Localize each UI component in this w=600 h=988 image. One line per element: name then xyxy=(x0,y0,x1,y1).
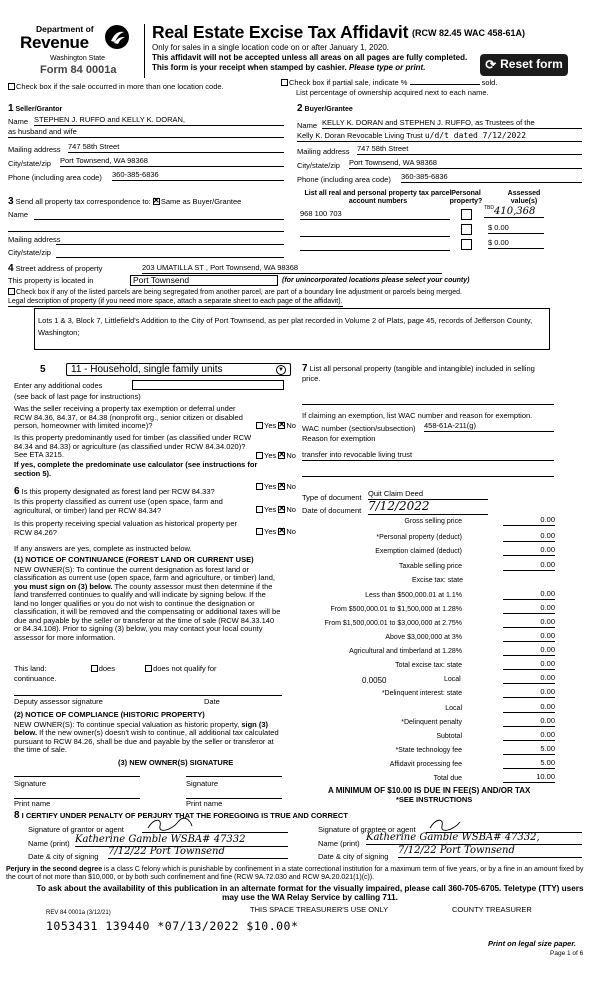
bracket-3-label: From $1,500,000.01 to $3,000,000 at 2.75% xyxy=(324,620,462,627)
s6-q2-answer[interactable]: Yes ✕ No xyxy=(256,506,296,515)
section-1-heading: 1 Seller/Grantor xyxy=(8,103,63,114)
s6-q2-yes[interactable] xyxy=(256,506,263,513)
doc-type[interactable]: Quit Claim Deed xyxy=(368,490,488,500)
parcel-number-2[interactable] xyxy=(300,236,450,237)
form-title: Real Estate Excise Tax Affidavit xyxy=(152,22,409,42)
taxable-selling-label: Taxable selling price xyxy=(398,563,462,570)
bracket-1-label: Less than $500,000.01 at 1.1% xyxy=(365,592,462,599)
multi-location-checkbox[interactable] xyxy=(8,83,15,90)
s5-q2-no[interactable] xyxy=(278,452,285,459)
see-back-note: (see back of last page for instructions) xyxy=(14,392,141,401)
s5-q1-yes[interactable] xyxy=(256,422,263,429)
same-as-buyer-checkbox[interactable] xyxy=(153,198,160,205)
s6-if-any: If any answers are yes, complete as instructed below. xyxy=(14,544,192,553)
multi-location-checkbox-row[interactable]: Check box if the sale occurred in more than one location code. xyxy=(8,83,224,92)
processing-fee-value[interactable]: 5.00 xyxy=(503,759,555,769)
buyer-mailing[interactable]: 747 58th Street xyxy=(357,145,582,155)
bracket-5-label: Agricultural and timberland at 1.28% xyxy=(349,648,462,655)
parcel-number-3[interactable] xyxy=(300,250,450,251)
seller-mailing[interactable]: 747 58th Street xyxy=(68,143,284,153)
subtotal-value[interactable]: 0.00 xyxy=(503,731,555,741)
notice-compliance-text: NEW OWNER(S): To continue special valuation as historic property, sign (3) below. If the new owner(s) doesn't wish to continue, all additional tax calculated pursuant to RCW 84.26, shall be due and payable by the seller or transferor at the time of sale. xyxy=(14,720,279,755)
doc-type-label: Type of document xyxy=(302,493,362,502)
s5-q2: Is this property predominantly used for timber (as classified under RCW 84.34 and 84.33) or agriculture (as classified under RCW 84.34.020)? See ETA 3215. xyxy=(14,433,252,460)
grantor-sig-label: Signature of grantor or agent xyxy=(28,825,124,834)
notice-continuance-text: NEW OWNER(S): To continue the current designation as forest land or classification as current use (open space, farm and agriculture, or timber) land, you must sign on (3) below. The county assessor must then determine if the land transferred continues to qualify and will indicate by signing below. If the land no longer qualifies or you do not wish to continue the designation or classification, it will be removed and the compensating or additional taxes will be due and payable by the seller or transferor at the time of sale (RCW 84.33.140 or 84.34.108). Prior to signing (3) below, you may contact your local county assessor for more information. xyxy=(14,565,281,642)
owner-print-1-label: Print name xyxy=(14,799,51,808)
section-3-heading: 3 Send all property tax correspondence to: ✕ Same as Buyer/Grantee xyxy=(8,196,241,208)
taxable-selling-value[interactable]: 0.00 xyxy=(503,561,555,571)
personal-deduct-value[interactable]: 0.00 xyxy=(503,532,555,542)
new-owner-sig-title: (3) NEW OWNER(S) SIGNATURE xyxy=(118,758,234,767)
subtitle-3: This form is your receipt when stamped by cashier. Please type or print. xyxy=(152,63,426,72)
doc-date[interactable]: 7/12/2022 xyxy=(368,500,488,515)
form-number: Form 84 0001a xyxy=(40,64,117,76)
owner-signature-2[interactable] xyxy=(186,776,282,777)
s5-q2b: If yes, complete the predominate use calculator (see instructions for section 5). xyxy=(14,460,258,478)
s6-q3: Is this property receiving special valuation as historical property per RCW 84.26? xyxy=(14,519,238,537)
legal-description-label: Legal description of property (if you need more space, attach a separate sheet to each page of the affidavit). xyxy=(8,298,343,307)
buyer-phone[interactable]: 360-385-6836 xyxy=(401,173,582,183)
personal-property-checkbox-1[interactable] xyxy=(461,209,472,220)
revenue-logo-icon xyxy=(104,24,130,50)
total-due-label: Total due xyxy=(433,775,462,782)
delinq-interest-state-label: *Delinquent interest: state xyxy=(381,690,462,697)
buyer-name-label: Name xyxy=(297,121,318,130)
continuance-word: continuance. xyxy=(14,674,57,683)
legal-paper-note: Print on legal size paper. xyxy=(488,939,576,948)
personal-property-checkbox-3[interactable] xyxy=(461,239,472,250)
section-4-street-row: 4 Street address of property xyxy=(8,263,103,274)
subtitle-1: Only for sales in a single location code on or after January 1, 2020. xyxy=(152,43,390,52)
rev-number: REV 84 0001a (3/12/21) xyxy=(46,910,111,916)
seller-name-line1[interactable]: STEPHEN J. RUFFO and KELLY K. DORAN, xyxy=(34,116,284,126)
grantor-date-city[interactable]: 7/12/22 Port Townsend xyxy=(108,846,288,859)
see-instructions: *SEE INSTRUCTIONS xyxy=(396,795,473,804)
tech-fee-value[interactable]: 5.00 xyxy=(503,745,555,755)
wac-label: WAC number (section/subsection) xyxy=(302,424,416,433)
seller-name-label: Name xyxy=(8,117,29,126)
accessibility-notice: To ask about the availability of this publication in an alternate format for the visually impaired, please call 360-705-6705. Teletype (TTY) users may use the WA Relay Service by calling 711. xyxy=(36,884,584,903)
bracket-4-value[interactable]: 0.00 xyxy=(503,632,555,642)
s3-name-field[interactable] xyxy=(34,219,284,220)
reset-form-button[interactable] xyxy=(480,54,568,76)
local-rate: 0.0050 xyxy=(362,676,387,685)
s6-q2: Is this property classified as current use (open space, farm and agricultural, or timber) land per RCW 84.34? xyxy=(14,497,223,515)
s6-q1-no[interactable] xyxy=(278,483,285,490)
minimum-due-notice: A MINIMUM OF $10.00 IS DUE IN FEE(S) AND/OR TAX xyxy=(328,786,531,795)
land-does-checkbox[interactable] xyxy=(91,665,98,672)
grantor-signature[interactable] xyxy=(142,816,288,833)
buyer-mailing-label: Mailing address xyxy=(297,147,350,156)
treasurer-use: THIS SPACE TREASURER'S USE ONLY xyxy=(250,905,389,914)
assessed-value-3[interactable]: $ 0.00 xyxy=(488,239,544,249)
personal-property-checkbox-2[interactable] xyxy=(461,224,472,235)
buyer-name-line1[interactable]: KELLY K. DORAN and STEPHEN J. RUFFO, as Trustees of the xyxy=(322,119,582,129)
processing-fee-label: Affidavit processing fee xyxy=(389,761,462,768)
buyer-phone-label: Phone (including area code) xyxy=(297,175,391,184)
s6-q3-yes[interactable] xyxy=(256,528,263,535)
grantee-signature-scribble xyxy=(426,816,576,832)
delinq-interest-local-value[interactable]: 0.00 xyxy=(503,703,555,713)
reset-icon: ⟳ xyxy=(485,56,497,72)
personal-property-list-line[interactable] xyxy=(302,404,554,405)
parcel-number-1[interactable]: 968 100 703 xyxy=(300,210,450,220)
cashier-stamp: 1053431 139440 *07/13/2022 $10.00* xyxy=(46,919,299,933)
grantor-name[interactable]: Katherine Gamble WSBA# 47332 xyxy=(75,834,288,847)
s6-q3-no[interactable] xyxy=(278,528,285,535)
exemption-deduct-label: Exemption claimed (deduct) xyxy=(375,548,462,555)
use-code-select[interactable]: 11 - Household, single family units ▼ xyxy=(66,363,291,376)
deputy-signature-label: Deputy assessor signature xyxy=(14,697,103,706)
personal-deduct-label: *Personal property (deduct) xyxy=(376,534,462,541)
gross-selling-label: Gross selling price xyxy=(404,518,462,525)
delinq-penalty-label: *Delinquent penalty xyxy=(401,719,462,726)
excise-label: Excise tax: state xyxy=(412,577,463,584)
additional-codes-field[interactable] xyxy=(132,380,284,390)
exemption-label: If claiming an exemption, list WAC number and reason for exemption. xyxy=(302,411,533,420)
section-5-num: 5 xyxy=(40,364,46,375)
owner-signature-1[interactable] xyxy=(14,776,140,777)
grantor-name-label: Name (print) xyxy=(28,839,70,848)
s5-q2-yes[interactable] xyxy=(256,452,263,459)
revenue-text: Revenue xyxy=(20,33,89,52)
page-number: Page 1 of 6 xyxy=(550,950,584,957)
perjury-notice: Perjury in the second degree is a class C felony which is punishable by confinement in a state correctional institution for a maximum term of five years, or by a fine in an amount fixed by the court of not more than $10,000, or by both such confinement and fine (RCW 9A.72.030 and RCW 9A.20.021(1)(c)). xyxy=(6,866,584,881)
county-treasurer: COUNTY TREASURER xyxy=(452,905,532,914)
s3-mailing-field[interactable] xyxy=(56,244,284,245)
s3-city-field[interactable] xyxy=(56,257,284,258)
reset-label: Reset form xyxy=(500,57,563,72)
s5-q2-answer[interactable]: Yes ✕ No xyxy=(256,452,296,461)
wa-state-text: Washington State xyxy=(50,55,105,62)
grantee-name[interactable]: Katherine Gamble WSBA# 47332, xyxy=(366,832,582,845)
s6-q1: 6 Is this property designated as forest land per RCW 84.33? xyxy=(14,486,215,497)
assessed-value-2[interactable]: $ 0.00 xyxy=(488,224,544,234)
subtitle-2: This affidavit will not be accepted unless all areas on all pages are fully completed. xyxy=(152,53,468,62)
exemption-reason-line2[interactable] xyxy=(302,476,554,477)
owner-signature-1-label: Signature xyxy=(14,779,47,788)
bracket-4-label: Above $3,000,000 at 3% xyxy=(385,634,462,641)
exemption-deduct-value[interactable]: 0.00 xyxy=(503,546,555,556)
s6-q1-answer[interactable]: Yes ✕ No xyxy=(256,483,296,492)
grantor-signature-scribble xyxy=(142,816,282,832)
seller-phone[interactable]: 360-385-6836 xyxy=(112,171,284,181)
subtotal-label: Subtotal xyxy=(436,733,462,740)
trust-date-typed: u/d/t dated 7/12/2022 xyxy=(424,131,527,140)
grantee-date-city[interactable]: 7/12/22 Port Townsend xyxy=(398,845,582,858)
owner-print-2-label: Print name xyxy=(186,799,223,808)
section-7-text: 7 List all personal property (tangible and intangible) included in selling price. xyxy=(302,363,535,383)
seller-city-label: City/state/zip xyxy=(8,159,51,168)
s5-q1: Was the seller receiving a property tax exemption or deferral under RCW 84.36, 84.37, or 84.38 (nonprofit org., senior citizen or disabled person, homeowner with limited income)? xyxy=(14,404,243,431)
s3-name-label: Name xyxy=(8,210,29,219)
section-2-heading: 2 Buyer/Grantee xyxy=(297,103,353,114)
doc-date-label: Date of document xyxy=(302,506,362,515)
seller-phone-label: Phone (including area code) xyxy=(8,173,102,182)
tech-fee-label: *State technology fee xyxy=(395,747,462,754)
additional-codes-label: Enter any additional codes xyxy=(14,381,103,390)
s6-q1-yes[interactable] xyxy=(256,483,263,490)
grantor-date-label: Date & city of signing xyxy=(28,852,99,861)
delinq-interest-local-label: Local xyxy=(445,705,462,712)
buyer-city[interactable]: Port Townsend, WA 98368 xyxy=(349,159,582,169)
s3-name-field-2[interactable] xyxy=(8,231,284,232)
s6-q3-answer[interactable]: Yes ✕ No xyxy=(256,528,296,537)
notice-continuance-title: (1) NOTICE OF CONTINUANCE (FOREST LAND OR CURRENT USE) xyxy=(14,555,254,564)
grantee-date-label: Date & city of signing xyxy=(318,852,389,861)
parcel-col-header: List all real and personal property tax parcel account numbers xyxy=(304,190,452,206)
deputy-signature-line[interactable] xyxy=(14,695,282,696)
local-value[interactable]: 0.00 xyxy=(503,674,555,684)
bracket-1-value[interactable]: 0.00 xyxy=(503,590,555,600)
owner-signature-2-label: Signature xyxy=(186,779,219,788)
gross-selling-value[interactable]: 0.00 xyxy=(503,516,555,526)
this-land-row: This land: does does not qualify for xyxy=(14,664,217,673)
reason-label: Reason for exemption xyxy=(302,434,376,443)
bracket-3-value[interactable]: 0.00 xyxy=(503,618,555,628)
wac-number[interactable]: 458-61A-211(g) xyxy=(424,422,554,432)
located-note: (for unincorporated locations please select your county) xyxy=(282,277,470,284)
dropdown-icon: ▼ xyxy=(276,365,286,375)
grantee-name-label: Name (print) xyxy=(318,839,360,848)
grantee-sig-label: Signature of grantee or agent xyxy=(318,825,416,834)
exemption-reason[interactable]: transfer into revocable living trust xyxy=(302,451,554,461)
total-excise-value[interactable]: 0.00 xyxy=(503,660,555,670)
s3-city-label: City/state/zip xyxy=(8,248,51,257)
assessed-value-1[interactable]: $^{TBD}$410,368 xyxy=(484,206,544,218)
partial-sale-row[interactable]: Check box if partial sale, indicate % sold. xyxy=(281,79,497,88)
land-does-not-checkbox[interactable] xyxy=(145,665,152,672)
buyer-name-line2[interactable]: Kelly K. Doran Revocable Living Trust u/d/t dated 7/12/2022 xyxy=(297,131,582,142)
s3-mailing-label: Mailing address xyxy=(8,235,61,244)
s5-q1-no[interactable] xyxy=(278,422,285,429)
seller-city[interactable]: Port Townsend, WA 98368 xyxy=(60,157,284,167)
located-in-field[interactable]: Port Townsend xyxy=(130,275,278,286)
header-divider xyxy=(144,24,145,78)
delinq-penalty-value[interactable]: 0.00 xyxy=(503,717,555,727)
assessed-col-header: Assessed value(s) xyxy=(507,190,541,206)
seller-mailing-label: Mailing address xyxy=(8,145,61,154)
list-percentage-note: List percentage of ownership acquired next to each name. xyxy=(296,88,489,97)
s6-q2-no[interactable] xyxy=(278,506,285,513)
local-label: Local xyxy=(444,676,461,683)
property-street[interactable]: 203 UMATILLA ST , Port Townsend, WA 98368 xyxy=(142,264,442,274)
dor-logo xyxy=(20,22,132,74)
bracket-2-value[interactable]: 0.00 xyxy=(503,604,555,614)
personal-col-header: Personal property? xyxy=(449,190,483,206)
bracket-2-label: From $500,000.01 to $1,500,000 at 1.28% xyxy=(330,606,462,613)
total-excise-label: Total excise tax: state xyxy=(395,662,462,669)
form-rcw: (RCW 82.45 WAC 458-61A) xyxy=(412,28,526,38)
segregated-checkbox[interactable] xyxy=(8,288,15,295)
partial-sale-percent-field[interactable] xyxy=(410,84,480,85)
partial-sale-checkbox[interactable] xyxy=(281,79,288,86)
delinq-interest-state-value[interactable]: 0.00 xyxy=(503,688,555,698)
seller-name-line2[interactable]: as husband and wife xyxy=(8,128,284,138)
deputy-date-label: Date xyxy=(204,697,220,706)
notice-compliance-title: (2) NOTICE OF COMPLIANCE (HISTORIC PROPERTY) xyxy=(14,710,205,719)
certify-heading: 8 I CERTIFY UNDER PENALTY OF PERJURY THAT THE FOREGOING IS TRUE AND CORRECT xyxy=(14,810,348,821)
total-due-value[interactable]: 10.00 xyxy=(503,773,555,783)
bracket-5-value[interactable]: 0.00 xyxy=(503,646,555,656)
s5-q1-answer[interactable]: Yes ✕ No xyxy=(256,422,296,431)
buyer-city-label: City/state/zip xyxy=(297,161,340,170)
grantee-signature[interactable] xyxy=(426,816,582,833)
legal-description-box[interactable]: Lots 1 & 3, Block 7, Littlefield's Addition to the City of Port Townsend, as per plat recorded in Volume 2 of Plats, page 45, records of Jefferson County, Washington; xyxy=(34,308,550,350)
located-in-label: This property is located in xyxy=(8,276,94,285)
dept-of-text: Department of xyxy=(36,24,94,34)
segregated-row[interactable]: Check box if any of the listed parcels are being segregated from another parcel, are part of a boundary line adjustment or parcels being merged. xyxy=(8,288,462,297)
